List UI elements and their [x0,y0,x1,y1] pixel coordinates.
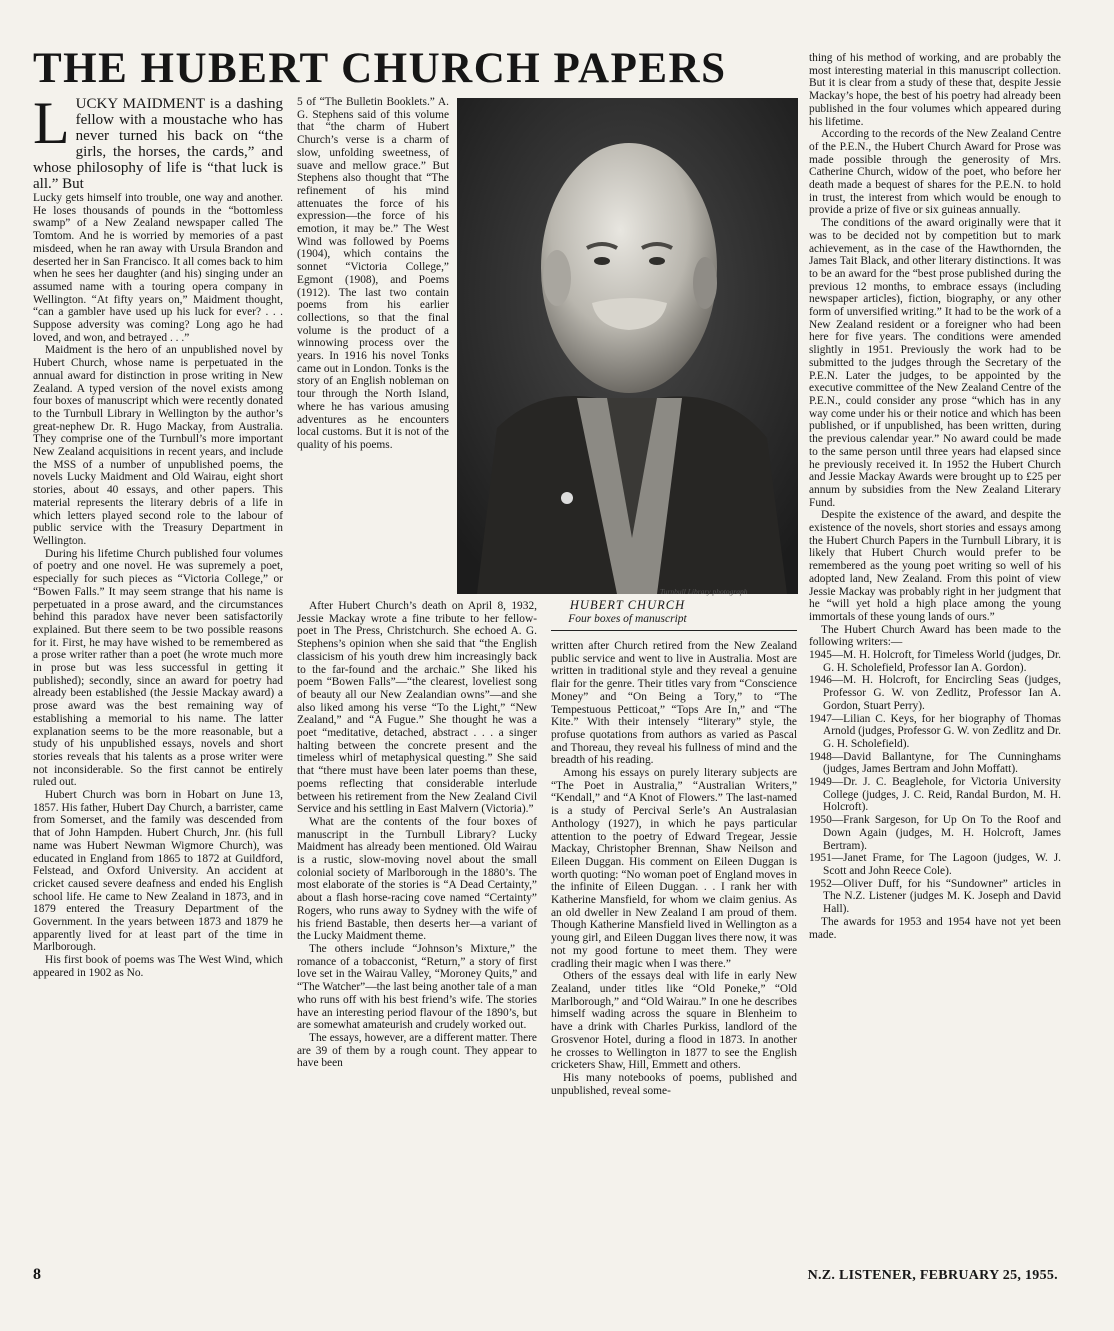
paragraph: During his lifetime Church published four volumes of poetry and one novel. He was supremely a poet, especially for such pieces as “Victoria College,” or “Bowen Falls.” It may seem strange that his name is perpetuated in a prose award, and the circumstances behind this paradox have never been satisfactorily explained. But there seem to be two possible reasons for it. First, he may have wished to be remembered as a prose writer rather than a poet (he wrote much more in prose but was less successful in getting it published); secondly, since an award for poetry had already been established (the Jessie Mackay award) a prose award was the best remaining way of establishing a memorial to his name. The latter explanation seems to be the more reasonable, but a study of his unpublished essays, novels and short stories reveals that his talents as a prose writer were not inconsiderable. So the first cannot be entirely ruled out. [33,547,283,789]
photo-caption: HUBERT CHURCH [569,598,686,612]
award-entry: 1948—David Ballantyne, for The Cunninghams (judges, James Bertram and John Moffatt). [809,750,1061,776]
column-1 [33,96,283,1231]
drop-cap: L [33,96,70,156]
photo-credit: Turnbull Library photograph [660,587,748,596]
paragraph: Maidment is the hero of an unpublished novel by Hubert Church, whose name is perpetuated in the annual award for distinction in prose writing in New Zealand. A typed version of the novel exists among four boxes of manuscript which were recently donated to the Turnbull Library in Wellington by the author’s great-nephew Dr. R. Hugo Mackay, from Australia. They comprise one of the Turnbull’s more important New Zealand acquisitions in recent years, and include the MSS of a number of unpublished poems, the novels Lucky Maidment and Old Wairau, eight short stories, about 40 essays, and other papers. This material represents the literary debris of a life in which letters played second role to the labour of public service with the Treasury Department in Wellington. [33,344,283,547]
paragraph: Hubert Church was born in Hobart on June 13, 1857. His father, Hubert Day Church, a barrister, came from Somerset, and the family was descended from that of John Hampden. Hubert Church, Jnr. (his full name was Hubert Newman Wigmore Church), was educated in England from 1865 to 1872 at Guildford, Felstead, and Oxford University. An accident at cricket caused severe deafness and ended his English school life. He came to New Zealand in 1873, and in 1879 entered the Treasury Department of the Government. In the years between 1873 and 1879 he apparently lived for at least part of the time in Marlborough. [33,789,283,954]
award-entry: 1951—Janet Frame, for The Lagoon (judges, W. J. Scott and John Reece Cole). [809,852,1061,877]
paragraph: Despite the existence of the award, and despite the existence of the novels, short stories and essays among the Hubert Church Papers in the Turnbull Library, it is likely that Hubert Church would prefer to be remembered as the young poet writing so well of his adopted land, New Zealand. From this point of view Jessie Mackay was probably right in her judgment that he “will yet hold a high place among the young immortals of these young lands of ours.” [809,509,1061,623]
page-number: 8 [33,1266,41,1283]
paragraph: The others include “Johnson’s Mixture,” the romance of a tobacconist, “Return,” a story of first love set in the Wairau Valley, “Moroney Quits,” and “The Watcher”—the last being another tale of a man who runs off with his best friend’s wife. The stories have an interesting period flavour of the 1890’s, but are somewhat amateurish and crudely worked out. [297,942,537,1032]
column-3 [551,640,797,1265]
divider-rule [551,630,797,631]
photo-subcaption: Four boxes of manuscript [568,613,687,625]
award-entry: 1947—Lilian C. Keys, for her biography of Thomas Arnold (judges, Professor G. W. von Zedlitz and Dr. G. H. Scholefield). [809,712,1061,750]
column-2-bottom [297,600,537,1232]
paragraph: Among his essays on purely literary subjects are “The Poet in Australia,” “Australian Writers,” “Kendall,” and “A Knot of Flowers.” The last-named is a study of Percival Serle’s An Australasian Anthology (1927), in which he pays particular attention to the poetry of Edward Tregear, Jessie Mackay, Christopher Brennan, Shaw Neilson and Eileen Duggan. His comment on Eileen Duggan is worth quoting: “No woman poet of England moves in the infinite of Eileen Duggan. . . I rank her with Katherine Mansfield, for whom we claim genius. As an old dweller in New Zealand I am proud of them. Though Katherine Mansfield lived in Wellington as a young girl, and Eileen Duggan lives there now, it was not my good fortune to meet them. They were cradling their magic when I was there.” [551,767,797,970]
paragraph: The conditions of the award originally were that it was to be decided not by competition but to mark achievement, as in the case of the Hawthornden, the James Tait Black, and other literary distinctions. It was to be an award for the “best prose published during the previous 12 months, to embrace essays (including newspaper articles), fiction, biography, or any other form of unversified writing.” It had to be the work of a New Zealand resident or a foreigner who had been here for five years. The conditions were amended slightly in 1951. Previously the work had to be submitted to the judges through the Secretary of the P.E.N. Later the judges, to be appointed by the executive committee of the New Zealand Centre of the P.E.N., could consider any prose “which has in any way come under his or their notice and which has been published, or if unpublished, has been written, during the previous calendar year.” No award could be made to the same person until three years had elapsed since he previously received it. In 1952 the Hubert Church and Jessie Mackay Awards were brought up to £25 per annum by subsidies from the New Zealand Literary Fund. [809,217,1061,509]
portrait-photo [457,98,798,594]
publication-footer: N.Z. LISTENER, FEBRUARY 25, 1955. [807,1268,1058,1283]
paragraph: The awards for 1953 and 1954 have not yet been made. [809,915,1061,941]
column-2-top [297,96,449,596]
paragraph: Others of the essays deal with life in early New Zealand, under titles like “Old Poneke,” “Old Marlborough,” and “Old Wairau.” In one he describes himself wading across the square in Blenheim to have a drink with Charles Purkiss, landlord of the Grosvenor Hotel, during a flood in 1873. In another he crosses to Wellington in 1877 to see the English cricketers Shaw, Hill, Emmett and others. [551,970,797,1072]
paragraph: The essays, however, are a different matter. There are 39 of them by a rough count. They appear to have been [297,1031,537,1070]
column-4 [809,52,1061,1270]
lead-paragraph [33,96,283,192]
paragraph: According to the records of the New Zealand Centre of the P.E.N., the Hubert Church Award for Prose was made possible through the generosity of Mrs. Catherine Church, widow of the poet, who before her death made a bequest of shares for the P.E.N. to hold in trust, the interest from which would be enough to provide a prize of five or six guineas annually. [809,128,1061,217]
paragraph: The Hubert Church Award has been made to the following writers:— [809,623,1061,649]
paragraph: What are the contents of the four boxes of manuscript in the Turnbull Library? Lucky Maidment has already been mentioned. Old Wairau is a rustic, slow-moving novel about the small colonial society of Marlborough in the 1880’s. The most elaborate of the stories is “A Dead Certainty,” about a flash horse-racing cove named “Certainty” Rogers, who runs away to Sydney with the wife of his friend Bastable, then deserts her—a variant of the Lucky Maidment theme. [297,815,537,943]
award-entry: 1950—Frank Sargeson, for Up On To the Roof and Down Again (judges, M. H. Holcroft, James Bertram). [809,814,1061,852]
article-title: THE HUBERT CHURCH PAPERS [33,45,727,92]
award-entry: 1952—Oliver Duff, for his “Sundowner” articles in The N.Z. Listener (judges M. K. Joseph and David Hall). [809,877,1061,916]
paragraph: Lucky gets himself into trouble, one way and another. He loses thousands of pounds in the “bottomless swamp” of a New Zealand newspaper called The Tomtom. And he is worried by memories of a past misdeed, when he ran away with Ursula Brandon and deserted her in San Francisco. It all comes back to him when he sees her daughter (and his) singing under an assumed name with a touring opera company in Wellington. “At fifty years on,” Maidment thought, “can a gambler have used up his luck for ever? . . . Suppose adversity was coming? Long ago he had loved, and won, and betrayed . . .” [33,192,283,344]
paragraph: 5 of “The Bulletin Booklets.” A. G. Stephens said of this volume that “the charm of Hubert Church’s verse is a charm of slow, unfolding sweetness, of suave and mellow grace.” But Stephens also thought that “The refinement of his mind attenuates the force of his expression—the force of his emotion, it may be.” The West Wind was followed by Poems (1904), which contains the sonnet “Victoria College,” Egmont (1908), and Poems (1912). The last two contain poems from his earlier collections, so that the final volume is the product of a winnowing process over the years. In 1916 his novel Tonks came out in London. Tonks is the story of an English nobleman on tour through the North Island, where he has various amusing adventures as he encounters local customs. But it is not of the quality of his poems. [297,96,449,451]
paragraph: After Hubert Church’s death on April 8, 1932, Jessie Mackay wrote a fine tribute to her fellow-poet in The Press, Christchurch. She echoed A. G. Stephens’s opinion when she said that “the English classicism of his youth drew him increasingly back to the far-found and the archaic.” She liked his poem “Bowen Falls”—“the clearest, loveliest song of beauty all our New Zealandian owns”—and she also liked among his verse “To the Light,” “New Zealand,” and “A Fugue.” She thought he was a poet “meditative, detached, abstract . . . a singer halting between the concrete present and the timeless whirl of metaphysical questing.” She said that “there must have been later poems than these, poems reflecting that considerable interlude between his retirement from the New Zealand Civil Service and his settling in East Malvern (Victoria).” [297,600,537,816]
paragraph: His first book of poems was The West Wind, which appeared in 1902 as No. [33,954,283,979]
paragraph: written after Church retired from the New Zealand public service and went to live in Australia. Most are written in traditional style and they reveal a genuine flair for the genre. Their titles vary from “Conscience Money” and “On Being a Tory,” to “The Tempestuous Petticoat,” “Tops Are In,” and “The Kite.” With their intensely “literary” style, the profuse quotations from authors as varied as Pascal and Thoreau, they reveal his fullness of mind and the breadth of his reading. [551,640,797,767]
paragraph: thing of his method of working, and are probably the most interesting material in this manuscript collection. But it is clear from a study of these that, despite Jessie Mackay’s hope, the best of his poetry had already been published in the four volumes which appeared during his lifetime. [809,52,1061,128]
lead-text: UCKY MAIDMENT is a dashing fellow with a moustache who has never turned his back on “the girls, the horses, the cards,” and whose philosophy of life is “that luck is all.” But [33,96,283,192]
award-entry: 1946—M. H. Holcroft, for Encircling Seas (judges, Professor G. W. von Zedlitz, Professor Ian A. Gordon, Stuart Perry). [809,674,1061,712]
portrait-image [457,98,798,594]
award-entry: 1945—M. H. Holcroft, for Timeless World (judges, Dr. G. H. Scholefield, Professor Ian A. Gordon). [809,649,1061,674]
award-entry: 1949—Dr. J. C. Beaglehole, for Victoria University College (judges, J. C. Reid, Randal Burdon, M. H. Holcroft). [809,776,1061,814]
paragraph: His many notebooks of poems, published and unpublished, reveal some- [551,1071,797,1097]
